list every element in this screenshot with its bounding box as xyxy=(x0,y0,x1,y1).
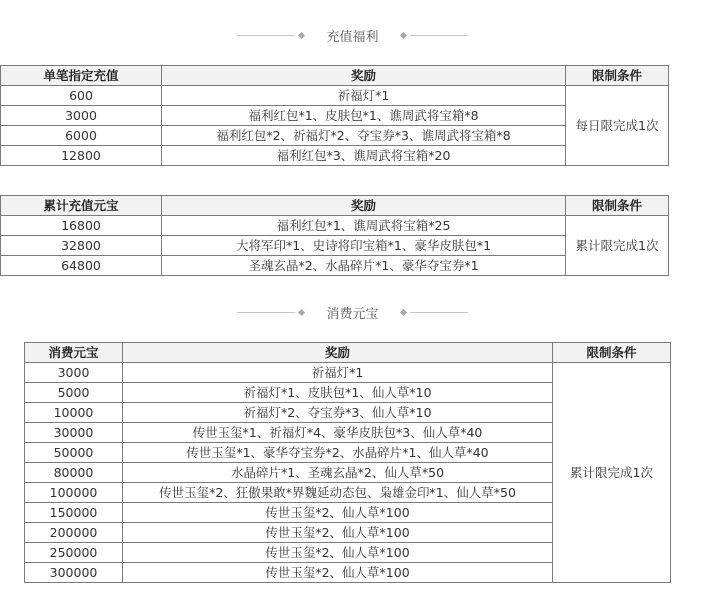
table-header-row xyxy=(25,343,671,363)
reward-cell: 水晶碎片*1、圣魂玄晶*2、仙人草*50 xyxy=(123,463,553,483)
section-label: 充值福利 xyxy=(326,29,379,45)
amount-cell: 250000 xyxy=(25,543,123,563)
reward-cell: 传世玉玺*2、仙人草*100 xyxy=(123,523,553,543)
column-header: 限制条件 xyxy=(566,196,669,216)
reward-cell: 圣魂玄晶*2、水晶碎片*1、豪华夺宝券*1 xyxy=(162,256,566,276)
divider-line xyxy=(237,312,295,313)
reward-cell: 传世玉玺*2、狂傲果敢*界魏延动态包、枭雄金印*1、仙人草*50 xyxy=(123,483,553,503)
reward-cell: 福利红包*1、谯周武将宝箱*25 xyxy=(162,216,566,236)
column-header: 累计充值元宝 xyxy=(1,196,162,216)
amount-cell: 32800 xyxy=(1,236,162,256)
reward-cell: 大将军印*1、史诗将印宝箱*1、豪华皮肤包*1 xyxy=(162,236,566,256)
amount-cell: 200000 xyxy=(25,523,123,543)
reward-cell: 祈福灯*1 xyxy=(162,86,566,106)
limit-cell: 每日限完成1次 xyxy=(566,86,669,166)
column-header: 奖励 xyxy=(162,196,566,216)
divider-line xyxy=(237,35,295,36)
amount-cell: 5000 xyxy=(25,383,123,403)
divider-line xyxy=(410,35,468,36)
amount-cell: 16800 xyxy=(1,216,162,236)
table-header-row xyxy=(1,66,669,86)
section-title-recharge xyxy=(0,25,705,45)
reward-cell: 传世玉玺*2、仙人草*100 xyxy=(123,503,553,523)
amount-cell: 12800 xyxy=(1,146,162,166)
table-row xyxy=(25,363,671,383)
column-header: 限制条件 xyxy=(553,343,671,363)
amount-cell: 30000 xyxy=(25,423,123,443)
amount-cell: 6000 xyxy=(1,126,162,146)
column-header: 奖励 xyxy=(162,66,566,86)
reward-cell: 福利红包*3、谯周武将宝箱*20 xyxy=(162,146,566,166)
section-label: 消费元宝 xyxy=(326,306,379,322)
column-header: 单笔指定充值 xyxy=(1,66,162,86)
reward-cell: 传世玉玺*1、祈福灯*4、豪华皮肤包*3、仙人草*40 xyxy=(123,423,553,443)
reward-cell: 祈福灯*1 xyxy=(123,363,553,383)
reward-cell: 福利红包*1、皮肤包*1、谯周武将宝箱*8 xyxy=(162,106,566,126)
reward-cell: 传世玉玺*2、仙人草*100 xyxy=(123,543,553,563)
amount-cell: 600 xyxy=(1,86,162,106)
amount-cell: 3000 xyxy=(1,106,162,126)
reward-cell: 传世玉玺*1、豪华夺宝券*2、水晶碎片*1、仙人草*40 xyxy=(123,443,553,463)
reward-cell: 祈福灯*2、夺宝券*3、仙人草*10 xyxy=(123,403,553,423)
amount-cell: 80000 xyxy=(25,463,123,483)
divider-line xyxy=(410,312,468,313)
consume-table xyxy=(24,342,671,583)
diamond-icon xyxy=(399,31,406,38)
amount-cell: 150000 xyxy=(25,503,123,523)
table-row xyxy=(1,86,669,106)
single-recharge-table xyxy=(0,65,669,166)
reward-cell: 传世玉玺*2、仙人草*100 xyxy=(123,563,553,583)
amount-cell: 300000 xyxy=(25,563,123,583)
amount-cell: 100000 xyxy=(25,483,123,503)
section-title-consume xyxy=(0,302,705,322)
amount-cell: 64800 xyxy=(1,256,162,276)
reward-cell: 祈福灯*1、皮肤包*1、仙人草*10 xyxy=(123,383,553,403)
column-header: 限制条件 xyxy=(566,66,669,86)
table-header-row xyxy=(1,196,669,216)
amount-cell: 3000 xyxy=(25,363,123,383)
diamond-icon xyxy=(399,308,406,315)
limit-cell: 累计限完成1次 xyxy=(553,363,671,583)
limit-cell: 累计限完成1次 xyxy=(566,216,669,276)
table-row xyxy=(1,216,669,236)
column-header: 消费元宝 xyxy=(25,343,123,363)
reward-cell: 福利红包*2、祈福灯*2、夺宝券*3、谯周武将宝箱*8 xyxy=(162,126,566,146)
amount-cell: 50000 xyxy=(25,443,123,463)
cumulative-recharge-table xyxy=(0,195,669,276)
diamond-icon xyxy=(298,31,305,38)
amount-cell: 10000 xyxy=(25,403,123,423)
column-header: 奖励 xyxy=(123,343,553,363)
diamond-icon xyxy=(298,308,305,315)
